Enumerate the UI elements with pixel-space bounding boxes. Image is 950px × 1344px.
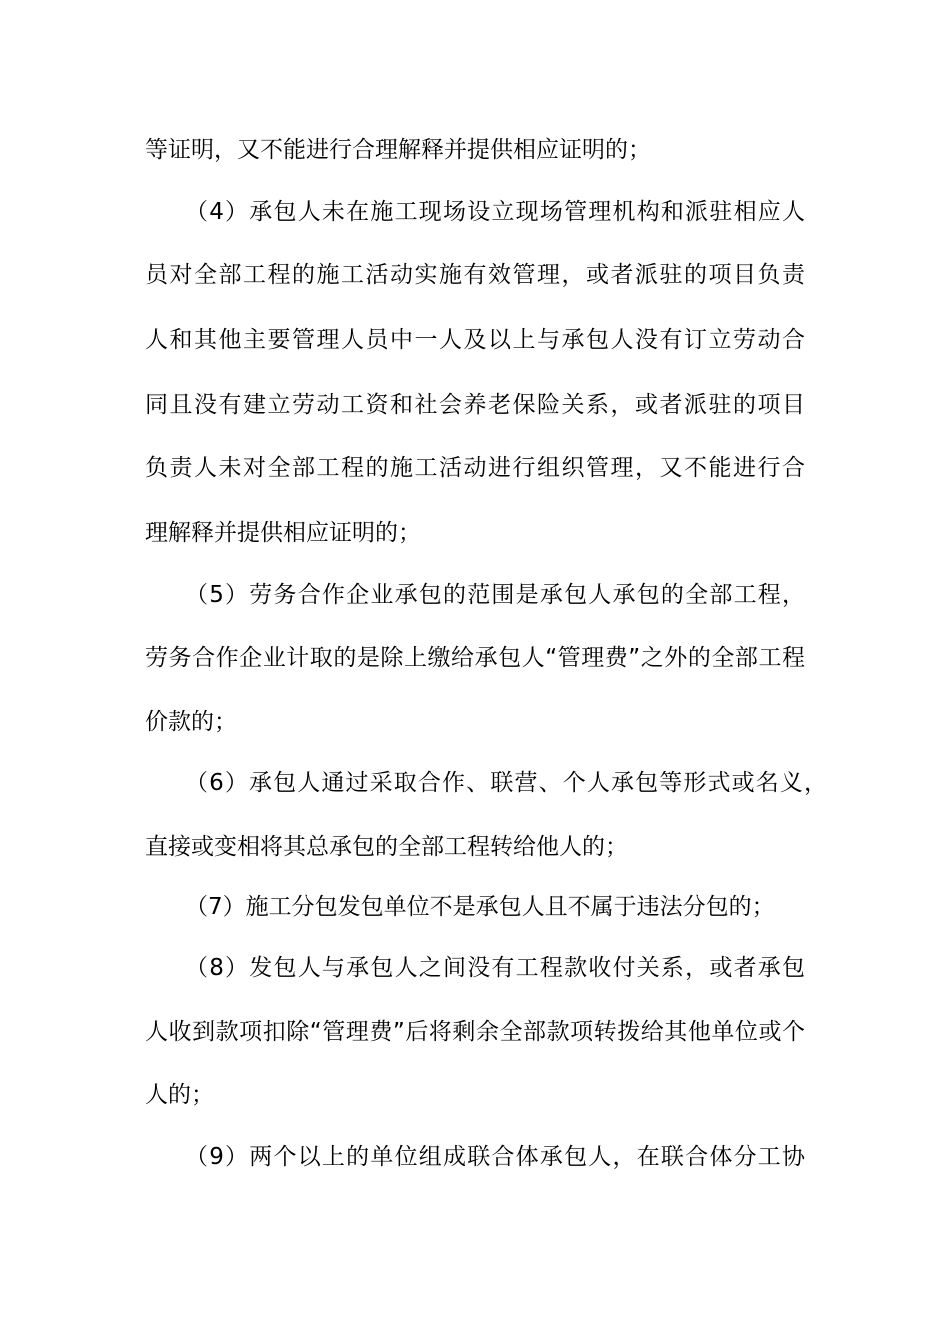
paragraph-9-start: （9）两个以上的单位组成联合体承包人，在联合体分工协: [185, 1144, 805, 1170]
text-line: 员对全部工程的施工活动实施有效管理，或者派驻的项目负责: [145, 262, 805, 288]
text-line: 直接或变相将其总承包的全部工程转给他人的；: [145, 834, 628, 860]
paragraph-6-start: （6）承包人通过采取合作、联营、个人承包等形式或名义，: [185, 770, 827, 796]
text-line: 人和其他主要管理人员中一人及以上与承包人没有订立劳动合: [145, 327, 805, 353]
text-line: 理解释并提供相应证明的；: [145, 520, 421, 546]
paragraph-7: （7）施工分包发包单位不是承包人且不属于违法分包的；: [185, 894, 775, 920]
text-line: 同且没有建立劳动工资和社会养老保险关系，或者派驻的项目: [145, 392, 805, 418]
paragraph-5-start: （5）劳务合作企业承包的范围是承包人承包的全部工程，: [185, 582, 805, 608]
text-line: 人的；: [145, 1082, 214, 1108]
text-line: 等证明，又不能进行合理解释并提供相应证明的；: [145, 137, 651, 163]
text-line: 人收到款项扣除“管理费”后将剩余全部款项转拨给其他单位或个: [145, 1019, 805, 1045]
text-line: 劳务合作企业计取的是除上缴给承包人“管理费”之外的全部工程: [145, 645, 805, 671]
paragraph-8-start: （8）发包人与承包人之间没有工程款收付关系，或者承包: [185, 955, 805, 981]
paragraph-4-start: （4）承包人未在施工现场设立现场管理机构和派驻相应人: [185, 199, 805, 225]
text-line: 负责人未对全部工程的施工活动进行组织管理，又不能进行合: [145, 455, 805, 481]
text-line: 价款的；: [145, 709, 237, 735]
